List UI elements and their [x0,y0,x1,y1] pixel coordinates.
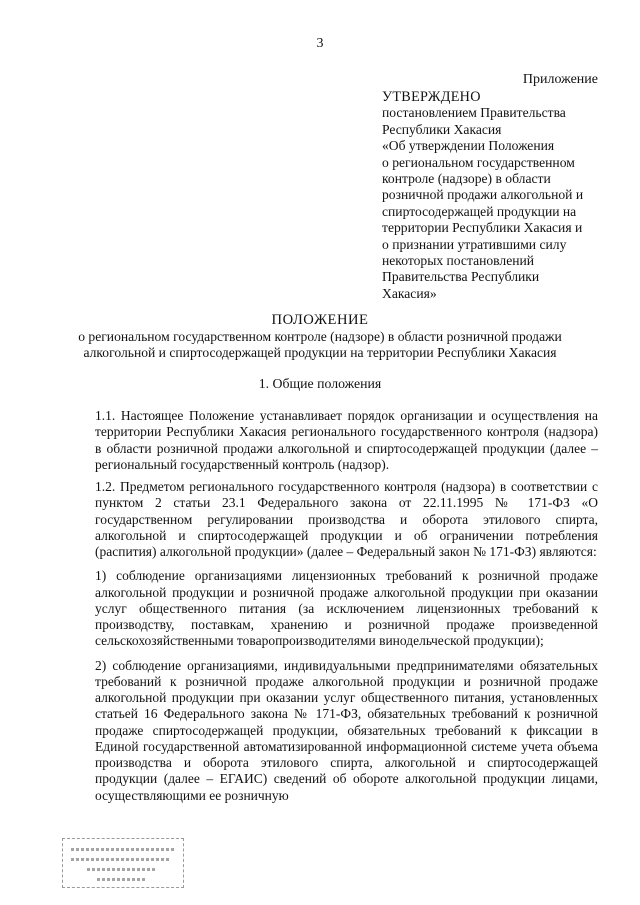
document-subtitle-line: алкогольной и спиртосодержащей продукции на территории Республики Хакасия [83,345,557,361]
section-heading: 1. Общие положения [258,376,382,391]
approved-label: УТВЕРЖДЕНО [382,89,481,105]
approval-line: Республики Хакасия [382,121,502,137]
list-item-1: 1) соблюдение организациями лицензионных требований к розничной продаже алкогольной продукции и розничной продаже алкогольной продукции при оказании услуг общественного питания (за исключением лицензионных требований к производству, поставкам, хранению и розничной продаже произведенной сельскохозяйственными товаропроизводителями винодельческой продукции); [95,568,598,649]
document-body [95,408,598,804]
document-title: ПОЛОЖЕНИЕ [271,312,369,328]
paragraph-1-2: 1.2. Предметом регионального государственного контроля (надзора) в соответствии с пунктом 2 статьи 23.1 Федерального закона от 22.11.1995 № 171-ФЗ «О государственном регулировании производства и оборота этилового спирта, алкогольной и спиртосодержащей продукции и об ограничении потребления (распития) алкогольной продукции» (далее – Федеральный закон № 171-ФЗ) являются: [95,479,598,559]
page-number: 3 [316,36,324,51]
registration-stamp [62,838,184,888]
paragraph-1-1: 1.1. Настоящее Положение устанавливает порядок организации и осуществления на территории Республики Хакасия регионального государственного контроля (надзора) в области розничной продажи алкогольной и спиртосодержащей продукции (далее – региональный государственный контроль (надзор). [95,408,598,472]
approval-line: о региональном государственном [382,154,575,170]
approval-block [382,89,612,302]
list-item-2: 2) соблюдение организациями, индивидуальными предпринимателями обязательных требований к розничной продаже алкогольной продукции и розничной продаже алкогольной продукции при оказании услуг общественного питания, установленных статьей 16 Федерального закона № 171-ФЗ, обязательных требований к розничной продаже спиртосодержащей продукции, обязательных требований к фиксации в Единой государственной автоматизированной информационной системе учета объема производства и оборота этилового спирта, алкогольной и спиртосодержащей продукции (далее – ЕГАИС) сведений об обороте алкогольной продукции лицами, осуществляющими ее розничную [95,657,598,803]
document-title-block [40,312,600,362]
approval-line: Хакасия» [382,285,437,301]
approval-line: постановлением Правительства [382,105,566,121]
approval-line: розничной продажи алкогольной и [382,187,584,203]
approval-line: контроле (надзоре) в области [382,171,551,187]
approval-line: «Об утверждении Положения [382,138,555,154]
approval-line: территории Республики Хакасия и [382,220,583,236]
approval-line: некоторых постановлений [382,253,535,269]
approval-line: Правительства Республики [382,269,540,285]
approval-line: о признании утратившими силу [382,236,567,252]
document-subtitle-line: о региональном государственном контроле (надзоре) в области розничной продажи [78,329,562,345]
appendix-label: Приложение [522,72,598,87]
approval-line: спиртосодержащей продукции на [382,203,577,219]
